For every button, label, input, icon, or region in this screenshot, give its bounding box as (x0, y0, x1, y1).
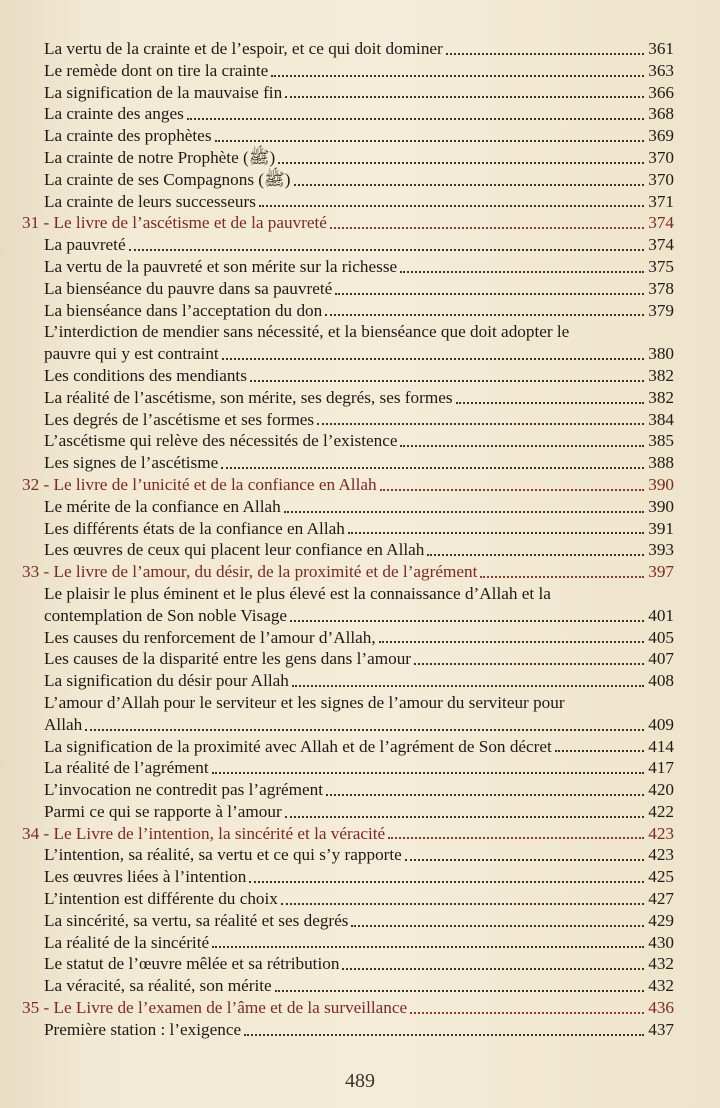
toc-entry (0, 387, 720, 409)
entry-title: La pauvreté (44, 235, 126, 255)
toc-entry (0, 801, 720, 823)
toc-entry (0, 278, 720, 300)
toc-entry (0, 125, 720, 147)
entry-page-number: 382 (648, 387, 674, 407)
dot-leader (405, 859, 644, 861)
toc-entry (0, 300, 720, 322)
entry-title: La réalité de la sincérité (44, 932, 210, 952)
table-of-contents (0, 38, 720, 1041)
toc-entry (0, 191, 720, 213)
entry-title: La crainte de notre Prophète (ﷺ) (44, 147, 276, 167)
toc-entry (0, 670, 720, 692)
dot-leader (555, 750, 644, 752)
entry-page-number: 425 (648, 867, 674, 887)
chapter-title: 35 - Le Livre de l’examen de l’âme et de la surveillance (22, 998, 408, 1018)
entry-page-number: 427 (648, 889, 674, 909)
dot-leader (271, 75, 644, 77)
toc-entry (0, 605, 720, 627)
dot-leader (414, 663, 644, 665)
toc-entry (0, 60, 720, 82)
dot-leader (250, 380, 644, 382)
toc-entry (0, 147, 720, 169)
dot-leader (325, 314, 644, 316)
toc-entry (0, 169, 720, 191)
toc-entry (0, 975, 720, 997)
entry-page-number: 407 (648, 649, 674, 669)
toc-entry (0, 496, 720, 518)
toc-entry (0, 1019, 720, 1041)
entry-page-number: 429 (648, 910, 674, 930)
dot-leader (446, 53, 644, 55)
dot-leader (281, 903, 644, 905)
entry-title: La bienséance dans l’acceptation du don (44, 300, 323, 320)
toc-entry (0, 343, 720, 365)
entry-page-number: 408 (648, 671, 674, 691)
entry-page-number: 380 (648, 344, 674, 364)
entry-title: Les degrés de l’ascétisme et ses formes (44, 409, 315, 429)
toc-entry (0, 888, 720, 910)
entry-page-number: 432 (648, 976, 674, 996)
dot-leader (330, 227, 644, 229)
toc-entry (0, 910, 720, 932)
dot-leader (294, 184, 644, 186)
toc-chapter-entry (0, 474, 720, 496)
page-number: 489 (345, 1070, 375, 1092)
dot-leader (388, 837, 644, 839)
toc-entry (0, 757, 720, 779)
entry-page-number: 374 (648, 235, 674, 255)
entry-title: La réalité de l’ascétisme, son mérite, ses degrés, ses formes (44, 387, 453, 407)
toc-entry (0, 234, 720, 256)
entry-title: La crainte de leurs successeurs (44, 191, 256, 211)
entry-title: La signification de la mauvaise fin (44, 82, 283, 102)
dot-leader (212, 946, 644, 948)
entry-page-number: 430 (648, 932, 674, 952)
entry-title: Les œuvres liées à l’intention (44, 867, 247, 887)
entry-title: contemplation de Son noble Visage (44, 605, 288, 625)
dot-leader (317, 423, 644, 425)
toc-chapter-entry (0, 561, 720, 583)
entry-title: L’intention est différente du choix (44, 889, 278, 909)
dot-leader (290, 620, 644, 622)
entry-page-number: 391 (648, 518, 674, 538)
entry-title: La vertu de la pauvreté et son mérite sur la richesse (44, 256, 398, 276)
entry-title: Les causes du renforcement de l’amour d’Allah, (44, 627, 376, 647)
chapter-title: 31 - Le livre de l’ascétisme et de la pauvreté (22, 213, 327, 233)
entry-title: Parmi ce qui se rapporte à l’amour (44, 801, 282, 821)
entry-title: La crainte des prophètes (44, 126, 212, 146)
dot-leader (292, 685, 644, 687)
toc-entry (0, 779, 720, 801)
entry-title: La crainte de ses Compagnons (ﷺ) (44, 169, 291, 189)
entry-title: La vertu de la crainte et de l’espoir, et ce qui doit dominer (44, 39, 443, 58)
entry-page-number: 366 (648, 82, 674, 102)
entry-title: La crainte des anges (44, 104, 184, 124)
dot-leader (212, 772, 644, 774)
entry-title: Les causes de la disparité entre les gens dans l’amour (44, 649, 412, 669)
toc-entry-title-line: Le plaisir le plus éminent et le plus élevé est la connaissance d’Allah et la (44, 583, 551, 603)
entry-title: L’intention, sa réalité, sa vertu et ce qui s’y rapporte (44, 845, 402, 865)
entry-page-number: 390 (648, 474, 674, 494)
chapter-title: 32 - Le livre de l’unicité et de la confiance en Allah (22, 474, 377, 494)
entry-title: Le mérite de la confiance en Allah (44, 496, 281, 516)
dot-leader (342, 968, 644, 970)
dot-leader (335, 293, 644, 295)
entry-title: pauvre qui y est contraint (44, 344, 219, 364)
toc-entry (0, 256, 720, 278)
entry-page-number: 369 (648, 126, 674, 146)
dot-leader (129, 249, 644, 251)
entry-title: La signification du désir pour Allah (44, 671, 289, 691)
entry-page-number: 385 (648, 431, 674, 451)
dot-leader (278, 162, 644, 164)
entry-page-number: 368 (648, 104, 674, 124)
entry-page-number: 361 (648, 39, 674, 58)
dot-leader (259, 205, 644, 207)
entry-title: La sincérité, sa vertu, sa réalité et ses degrés (44, 910, 349, 930)
entry-page-number: 409 (648, 714, 674, 734)
dot-leader (456, 402, 644, 404)
toc-entry (0, 953, 720, 975)
entry-title: Le statut de l’œuvre mêlée et sa rétribution (44, 954, 340, 974)
entry-page-number: 371 (648, 191, 674, 211)
entry-page-number: 432 (648, 954, 674, 974)
entry-page-number: 382 (648, 365, 674, 385)
entry-page-number: 423 (648, 823, 674, 843)
dot-leader (85, 729, 644, 731)
dot-leader (379, 641, 644, 643)
dot-leader (326, 794, 644, 796)
toc-chapter-entry (0, 823, 720, 845)
dot-leader (221, 467, 644, 469)
entry-page-number: 379 (648, 300, 674, 320)
entry-title: Les différents états de la confiance en Allah (44, 518, 345, 538)
entry-page-number: 390 (648, 496, 674, 516)
dot-leader (285, 816, 644, 818)
entry-page-number: 397 (648, 562, 674, 582)
entry-title: Les signes de l’ascétisme (44, 453, 219, 473)
dot-leader (284, 511, 644, 513)
dot-leader (222, 358, 644, 360)
toc-entry (0, 539, 720, 561)
entry-title: Allah (44, 714, 83, 734)
entry-page-number: 401 (648, 605, 674, 625)
entry-title: La véracité, sa réalité, son mérite (44, 976, 272, 996)
toc-entry (0, 866, 720, 888)
dot-leader (351, 925, 644, 927)
entry-page-number: 370 (648, 147, 674, 167)
entry-page-number: 393 (648, 540, 674, 560)
toc-entry-title-line: L’amour d’Allah pour le serviteur et les signes de l’amour du serviteur pour (44, 692, 565, 712)
dot-leader (187, 118, 644, 120)
toc-entry-title-line: L’interdiction de mendier sans nécessité, et la bienséance que doit adopter le (44, 322, 570, 342)
toc-entry (0, 627, 720, 649)
entry-page-number: 414 (648, 736, 674, 756)
entry-page-number: 370 (648, 169, 674, 189)
toc-entry (0, 736, 720, 758)
toc-entry-line (0, 583, 720, 605)
entry-page-number: 420 (648, 780, 674, 800)
entry-page-number: 423 (648, 845, 674, 865)
dot-leader (410, 1012, 644, 1014)
entry-title: La réalité de l’agrément (44, 758, 209, 778)
toc-entry (0, 714, 720, 736)
toc-entry (0, 82, 720, 104)
toc-chapter-entry (0, 212, 720, 234)
entry-page-number: 375 (648, 256, 674, 276)
entry-page-number: 363 (648, 60, 674, 80)
toc-chapter-entry (0, 997, 720, 1019)
toc-entry (0, 409, 720, 431)
toc-entry (0, 844, 720, 866)
dot-leader (249, 881, 644, 883)
dot-leader (400, 271, 644, 273)
entry-page-number: 384 (648, 409, 674, 429)
entry-title: Les œuvres de ceux qui placent leur confiance en Allah (44, 540, 425, 560)
entry-title: Le remède dont on tire la crainte (44, 60, 269, 80)
entry-page-number: 417 (648, 758, 674, 778)
dot-leader (480, 576, 644, 578)
entry-title: La signification de la proximité avec Allah et de l’agrément de Son décret (44, 736, 552, 756)
toc-entry (0, 648, 720, 670)
entry-page-number: 437 (648, 1019, 674, 1039)
entry-title: La bienséance du pauvre dans sa pauvreté (44, 278, 333, 298)
entry-page-number: 378 (648, 278, 674, 298)
toc-entry (0, 38, 720, 60)
toc-entry-line (0, 321, 720, 343)
toc-entry (0, 932, 720, 954)
entry-page-number: 405 (648, 627, 674, 647)
entry-page-number: 422 (648, 801, 674, 821)
dot-leader (348, 532, 644, 534)
dot-leader (427, 554, 644, 556)
toc-entry (0, 103, 720, 125)
chapter-title: 34 - Le Livre de l’intention, la sincérité et la véracité (22, 823, 386, 843)
chapter-title: 33 - Le livre de l’amour, du désir, de la proximité et de l’agrément (22, 562, 478, 582)
dot-leader (400, 445, 644, 447)
toc-entry-line (0, 692, 720, 714)
toc-entry (0, 452, 720, 474)
entry-title: Les conditions des mendiants (44, 365, 247, 385)
entry-page-number: 374 (648, 213, 674, 233)
entry-page-number: 436 (648, 998, 674, 1018)
dot-leader (244, 1034, 644, 1036)
dot-leader (285, 96, 644, 98)
toc-entry (0, 365, 720, 387)
entry-title: L’invocation ne contredit pas l’agrément (44, 780, 324, 800)
entry-page-number: 388 (648, 453, 674, 473)
toc-entry (0, 518, 720, 540)
entry-title: Première station : l’exigence (44, 1019, 242, 1039)
dot-leader (275, 990, 644, 992)
dot-leader (215, 140, 644, 142)
dot-leader (380, 489, 644, 491)
toc-entry (0, 430, 720, 452)
entry-title: L’ascétisme qui relève des nécessités de l’existence (44, 431, 398, 451)
